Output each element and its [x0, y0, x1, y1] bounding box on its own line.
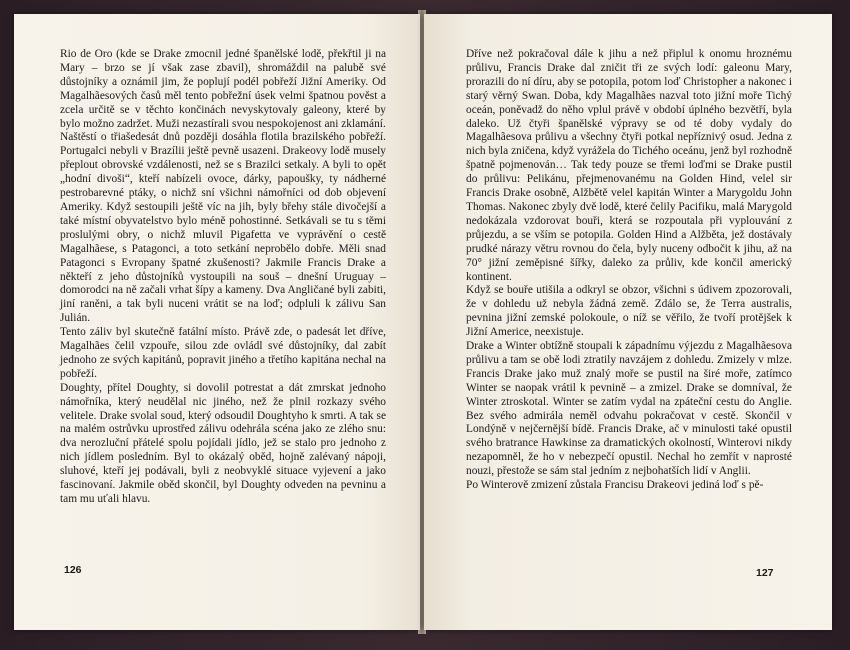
page-number-right: 127: [756, 567, 774, 579]
paragraph: Tento záliv byl skutečně fatální místo. Právě zde, o padesát let dříve, Magalhães čelil vzpouře, silou zde ovládl své důstojníky, dal zabít jednoho ze svých kapitánů, popravit jiného a třetího kapitána nechal na pobřeží.: [60, 326, 386, 380]
right-page: [424, 14, 832, 630]
paragraph: Naštěstí o třiašedesát dnů později dosáhla flotila brazilského pobřeží. Portugalci nebyli v Brazílii ještě pevně usazeni. Drakeovy lodě musely přeplout obrovské vzdálenosti, než se s Brazilci setkaly. A byli to opět „hodní divoši“, kteří nabízeli ovoce, dárky, papoušky, ty nádherné pestrobarevné ptáky, o nichž sní všichni námořníci od dob objevení Ameriky. Když sestoupili ještě víc na jih, byly břehy stále divočejší a také místní obyvatelstvo bylo méně pohostinné. Setkávali se tu s těmi proslulými obry, o nichž mluvil Pigafetta ve vyprávění o cestě Magalhãese, s Patagonci, a toto setkání neprobělo dobře. Měli snad Patagonci s Evropany špatné zkušenosti? Jakmile Francis Drake a někteří z jeho důstojníků vystoupili na souš – dnešní Uruguay – domorodci na ně začali vrhat šípy a kameny. Dva Angličané byli zabiti, jiní raněni, a tak byli nuceni vrátit se na loď; odpluli k zálivu San Julián.: [60, 131, 386, 325]
page-number-left: 126: [64, 564, 82, 576]
left-page: [14, 14, 420, 630]
paragraph: Rio de Oro (kde se Drake zmocnil jedné španělské lodě, překřtil ji na Mary – brzo se jí však zase zbavil), shromáždil na palubě své důstojníky a oznámil jim, že poplují podél pobřeží Jižní Ameriky. Od Magalhãesových časů měl tento pobřežní úsek velmi špatnou pověst a zcela určitě se v těchto končinách nevyskytovaly galeony, které by bylo možno zadržet. Muži nezastírali svou nespokojenost ani zklamání.: [60, 48, 386, 130]
right-page-text: [466, 48, 792, 493]
left-page-text: [60, 48, 386, 507]
paragraph: Dříve než pokračoval dále k jihu a než připlul k onomu hroznému průlivu, Francis Drake dal zničit tři ze svých lodí: galeonu Mary, prorazili do ní díru, aby se potopila, potom loď Christopher a nakonec i starý věrný Swan. Doba, kdy Magalhães nazval toto jižní moře Tichý oceán, poněvadž do něho vplul právě v období úplného bezvětří, byla daleko. Už čtyři španělské výpravy se od té doby vydaly do Magalhãesova průlivu a všechny čtyři potkal nepříznivý osud. Jedna z nich byla zničena, když vyrážela do Tichého oceánu, jenž byl rozhodně špatně pojmenován… Tak tedy pouze se třemi loďmi se Drake pustil do průlivu: Pelikánu, přejmenovanému na Golden Hind, velel sir Francis Drake osobně, Alžbětě velel kapitán Winter a Marygoldu John Thomas. Nakonec zbyly dvě lodě, které čelily Pacifiku, malá Marygold nedokázala vzdorovat bouři, která se rozpoutala při vyplouvání z průjezdu, a se vším se potopila. Golden Hind a Alžběta, jež dostávaly prudké nárazy větru rovnou do čela, byly nuceny odbočit k jihu, až na 70° jižní zeměpisné šířky, daleko za průliv, kde končil americký kontinent.: [466, 48, 792, 283]
paragraph: Po Winterově zmizení zůstala Francisu Drakeovi jediná loď s pě-: [466, 479, 764, 492]
paragraph: Doughty, přítel Doughty, si dovolil potrestat a dát zmrskat jednoho námořníka, který neudělal nic jiného, než že plnil rozkazy svého velitele. Drake svolal soud, který odsoudil Doughtyho k smrti. A tak se na malém ostrůvku uprostřed zálivu odehrála scéna jako ze zlého snu: dva nerozluční přátelé spolu pojídali jídlo, jež se stalo pro jednoho z nich jídlem posledním. Byl to okázalý oběd, hojně zalévaný nápoji, sluhové, kteří jej podávali, byli z neobvyklé situace vyjevení a jako fascinovaní. Jakmile oběd skončil, byl Doughty odveden na pevninu a tam mu uťali hlavu.: [60, 381, 386, 505]
paragraph: Když se bouře utišila a odkryl se obzor, všichni s údivem zpozorovali, že v dohledu už nebyla žádná země. Zdálo se, že Terra australis, pevnina jižní zemské polokoule, o níž se věřilo, že tvoří protějšek k Jižní Americe, neexistuje.: [466, 284, 792, 339]
paragraph: Drake a Winter obtížně stoupali k západnímu výjezdu z Magalhãesova průlivu a tam se obě lodi ztratily navzájem z dohledu. Zmizely v mlze. Francis Drake jako muž znalý moře se pustil na širé moře, zatímco Winter se naopak vrátil k pevnině – a zmizel. Drake se domníval, že Winter ztroskotal. Winter se zatím vydal na zpáteční cestu do Anglie. Bez svého admirála neměl odvahu pokračovat v cestě. Skončil v Londýně v nejčernější bídě. Francis Drake, ač v minulosti také opustil svého bratrance Hawkinse za dramatických okolností, Winterovi nikdy nezapomněl, že ho v nebezpečí opustil. Nechal ho zemřít v naprosté nouzi, přestože se sám stal jedním z nejbohatších lidí v Anglii.: [466, 340, 792, 478]
